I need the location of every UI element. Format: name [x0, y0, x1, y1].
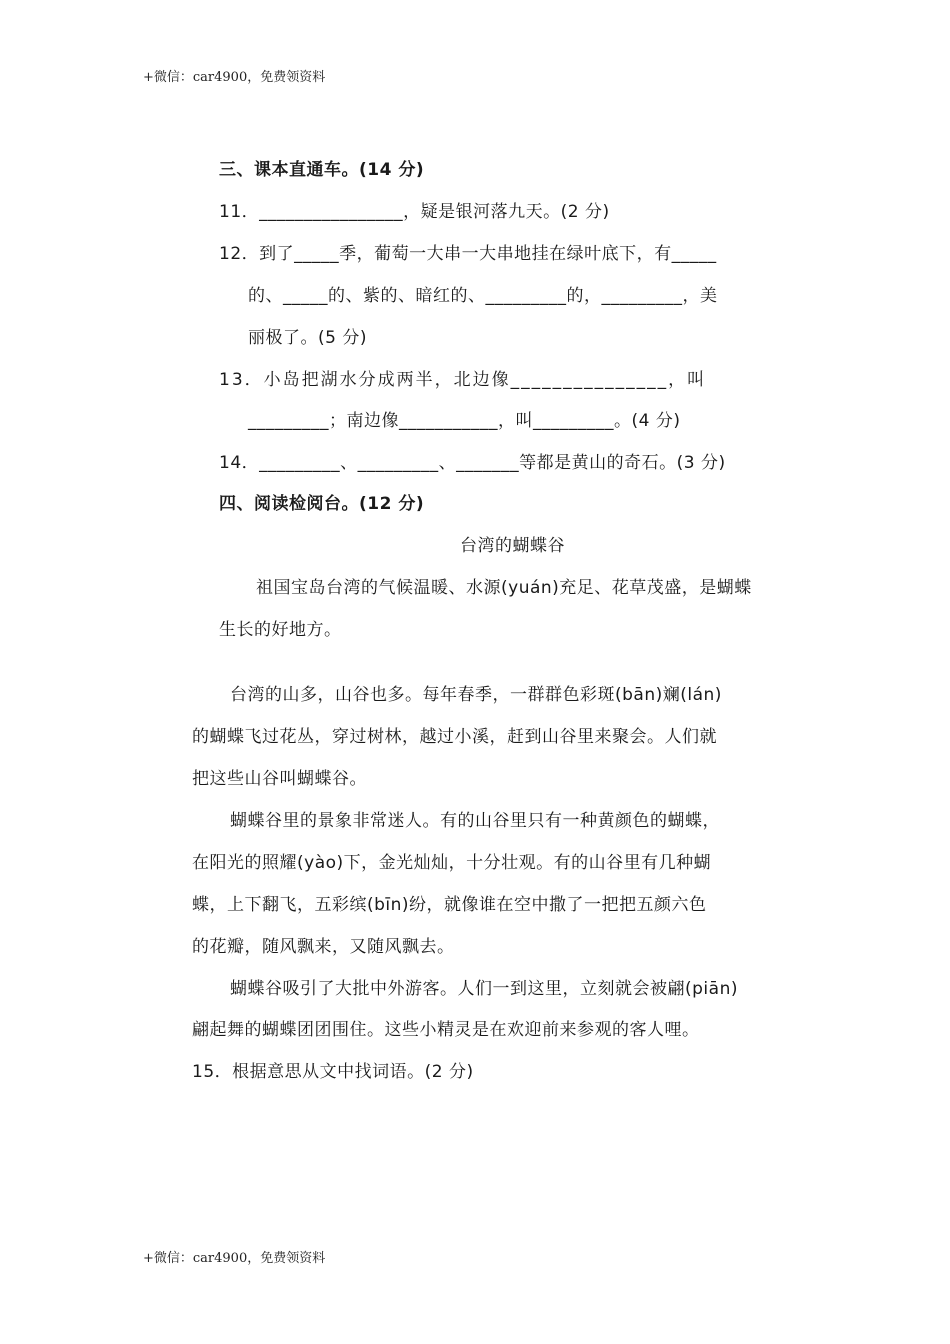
paragraph2-line2: 的蝴蝶飞过花丛，穿过树林，越过小溪，赶到山谷里来聚会。人们就 — [192, 727, 717, 747]
question-15: 15．根据意思从文中找词语。(2 分) — [192, 1062, 474, 1082]
paragraph3-line3: 蝶，上下翻飞，五彩缤(bīn)纷，就像谁在空中撒了一把把五颜六色 — [192, 895, 707, 915]
question-13-line1: 13．小岛把湖水分成两半，北边像_______________，叫 — [219, 370, 707, 390]
question-13-line2: _________；南边像___________，叫_________。(4 分) — [248, 411, 681, 431]
watermark-bottom: +微信：car4900，免费领资料 — [143, 1251, 326, 1266]
paragraph2-line3: 把这些山谷叫蝴蝶谷。 — [192, 769, 367, 789]
question-11: 11．________________，疑是银河落九天。(2 分) — [219, 202, 610, 222]
paragraph3-line2: 在阳光的照耀(yào)下，金光灿灿，十分壮观。有的山谷里有几种蝴 — [192, 853, 712, 873]
question-14: 14．_________、_________、_______等都是黄山的奇石。(3 分) — [219, 453, 726, 473]
question-12-line1: 12．到了_____季，葡萄一大串一大串地挂在绿叶底下，有_____ — [219, 244, 717, 264]
paragraph1-line1: 祖国宝岛台湾的气候温暖、水源(yuán)充足、花草茂盛，是蝴蝶 — [256, 578, 752, 598]
paragraph2-line1: 台湾的山多，山谷也多。每年春季，一群群色彩斑(bān)斓(lán) — [230, 685, 722, 705]
passage-title: 台湾的蝴蝶谷 — [460, 536, 565, 556]
paragraph3-line1: 蝴蝶谷里的景象非常迷人。有的山谷里只有一种黄颜色的蝴蝶， — [230, 811, 720, 831]
paragraph1-line2: 生长的好地方。 — [219, 620, 342, 640]
question-12-line3: 丽极了。(5 分) — [248, 328, 367, 348]
watermark-top: +微信：car4900，免费领资料 — [143, 70, 326, 85]
question-12-line2: 的、_____的、紫的、暗红的、_________的，_________，美 — [248, 286, 718, 306]
section3-title: 三、课本直通车。(14 分) — [219, 160, 425, 180]
paragraph4-line1: 蝴蝶谷吸引了大批中外游客。人们一到这里，立刻就会被翩(piān) — [230, 979, 738, 999]
paragraph4-line2: 翩起舞的蝴蝶团团围住。这些小精灵是在欢迎前来参观的客人哩。 — [192, 1020, 700, 1040]
section4-title: 四、阅读检阅台。(12 分) — [219, 494, 425, 514]
paragraph3-line4: 的花瓣，随风飘来，又随风飘去。 — [192, 937, 455, 957]
